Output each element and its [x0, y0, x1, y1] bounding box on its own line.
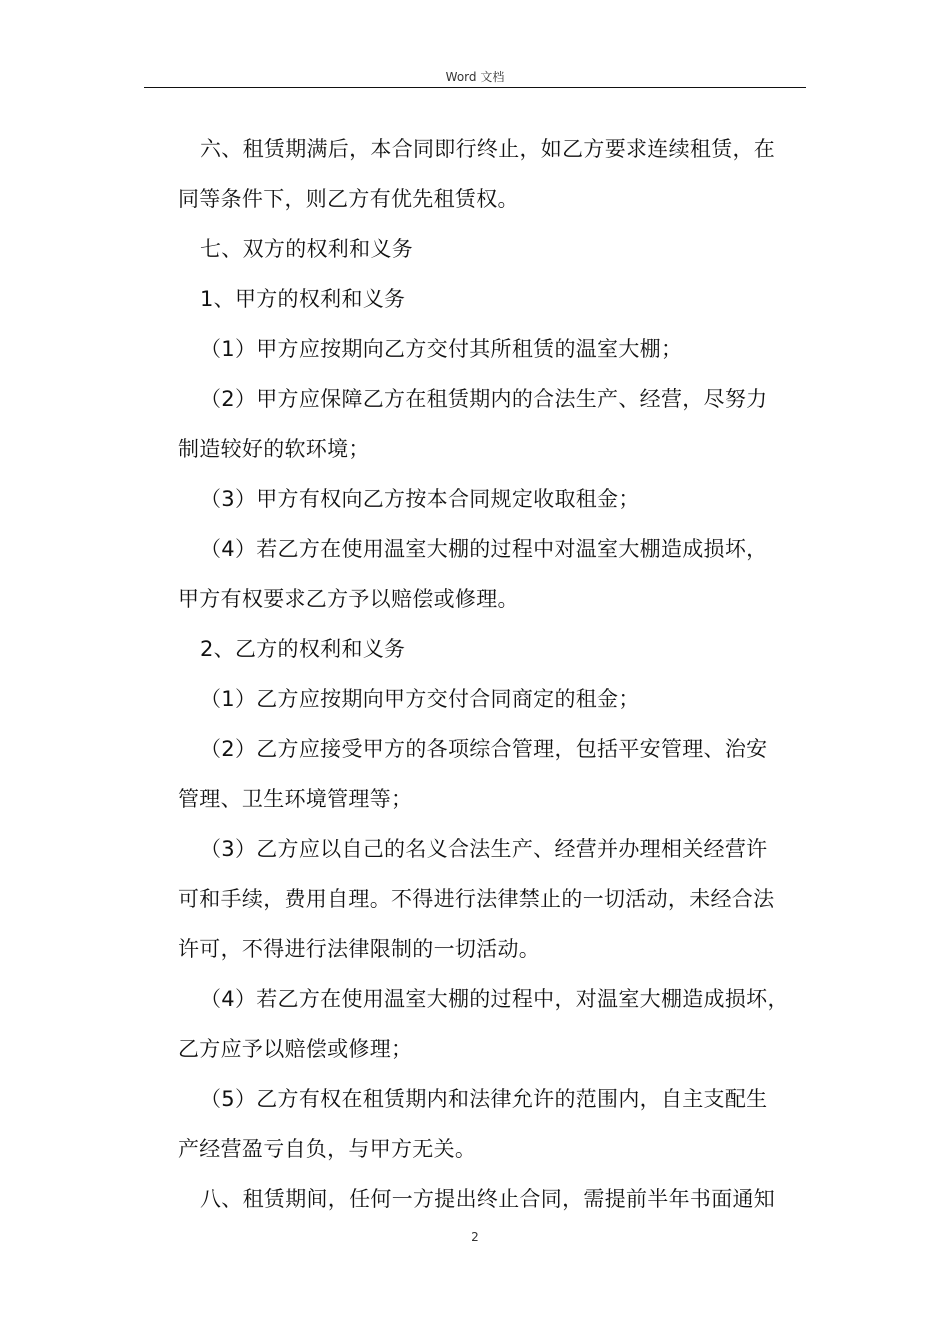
paragraph-line: 同等条件下，则乙方有优先租赁权。: [178, 187, 519, 211]
list-item: [178, 524, 808, 624]
subheading-party-a: [178, 274, 808, 324]
list-item: [178, 974, 808, 1074]
paragraph-line: 六、租赁期满后，本合同即行终止，如乙方要求连续租赁，在: [200, 137, 776, 161]
paragraph-line: 许可，不得进行法律限制的一切活动。: [178, 937, 541, 961]
list-item: [178, 374, 808, 474]
document-body: [178, 124, 808, 1224]
paragraph-8: [178, 1174, 808, 1224]
paragraph-line: （4）若乙方在使用温室大棚的过程中对温室大棚造成损坏，: [200, 537, 768, 561]
paragraph-line: （4）若乙方在使用温室大棚的过程中，对温室大棚造成损坏，: [200, 987, 789, 1011]
paragraph-line: （1）甲方应按期向乙方交付其所租赁的温室大棚；: [200, 337, 683, 361]
subheading-party-b: [178, 624, 808, 674]
paragraph-7: [178, 224, 808, 274]
paragraph-line: 2、乙方的权利和义务: [200, 637, 406, 661]
list-item: [178, 824, 808, 974]
paragraph-line: （3）乙方应以自己的名义合法生产、经营并办理相关经营许: [200, 837, 768, 861]
paragraph-line: 甲方有权要求乙方予以赔偿或修理。: [178, 587, 519, 611]
paragraph-line: （3）甲方有权向乙方按本合同规定收取租金；: [200, 487, 640, 511]
header-divider: [144, 87, 806, 88]
page-header: Word 文档: [445, 70, 505, 84]
list-item: [178, 674, 808, 724]
paragraph-line: （2）乙方应接受甲方的各项综合管理，包括平安管理、治安: [200, 737, 768, 761]
paragraph-line: 产经营盈亏自负，与甲方无关。: [178, 1137, 477, 1161]
paragraph-line: 可和手续，费用自理。不得进行法律禁止的一切活动，未经合法: [178, 887, 775, 911]
paragraph-line: （5）乙方有权在租赁期内和法律允许的范围内，自主支配生: [200, 1087, 768, 1111]
paragraph-line: 八、租赁期间，任何一方提出终止合同，需提前半年书面通知: [200, 1187, 776, 1211]
paragraph-line: 制造较好的软环境；: [178, 437, 370, 461]
paragraph-line: 七、双方的权利和义务: [200, 237, 413, 261]
paragraph-line: 1、甲方的权利和义务: [200, 287, 406, 311]
paragraph-line: （1）乙方应按期向甲方交付合同商定的租金；: [200, 687, 640, 711]
list-item: [178, 474, 808, 524]
list-item: [178, 324, 808, 374]
page-number: 2: [471, 1230, 479, 1244]
paragraph-line: （2）甲方应保障乙方在租赁期内的合法生产、经营，尽努力: [200, 387, 768, 411]
list-item: [178, 724, 808, 824]
paragraph-6: [178, 124, 808, 224]
list-item: [178, 1074, 808, 1174]
paragraph-line: 乙方应予以赔偿或修理；: [178, 1037, 413, 1061]
paragraph-line: 管理、卫生环境管理等；: [178, 787, 413, 811]
